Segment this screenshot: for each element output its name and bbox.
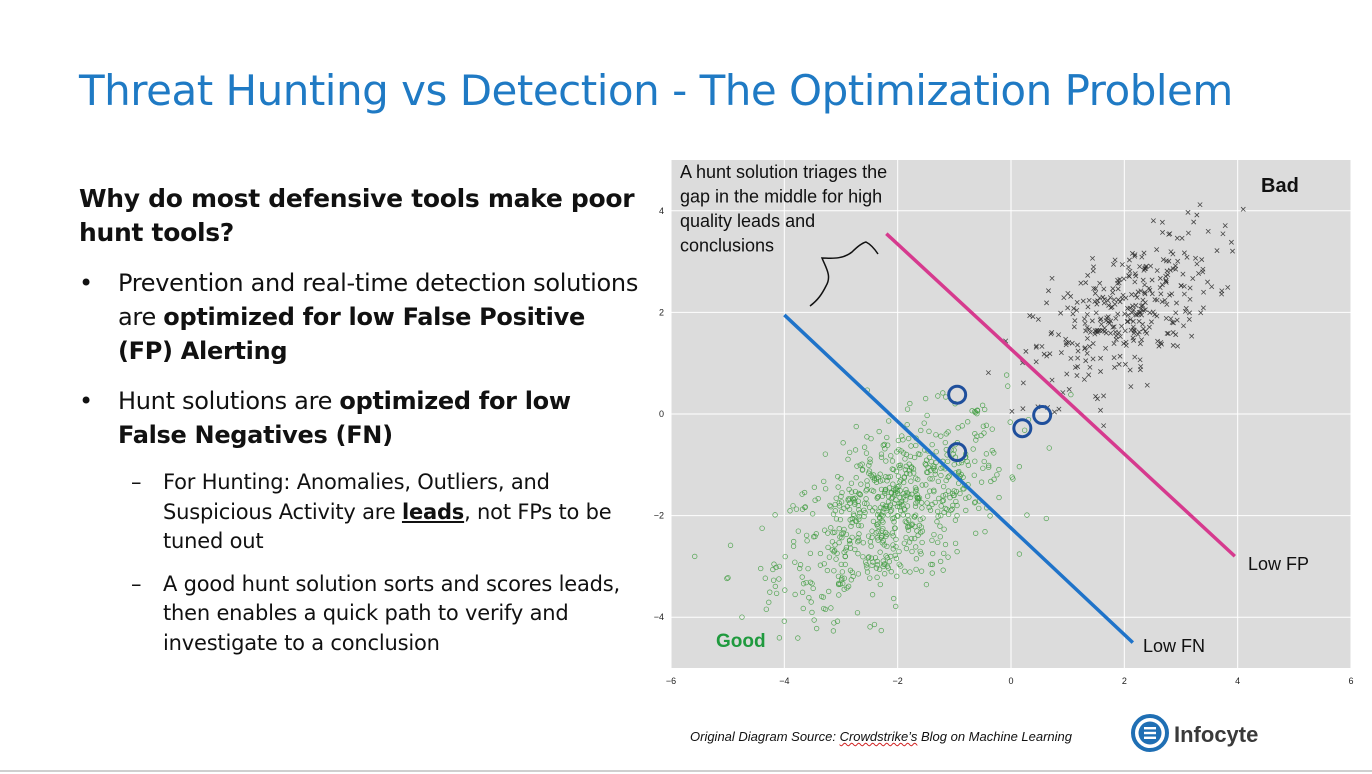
x-tick-label: 4 xyxy=(1235,676,1241,686)
subbullet-text-end: , not FPs to be tuned out xyxy=(163,499,612,553)
source-prefix: Original Diagram Source: xyxy=(690,729,840,744)
logo-bar-icon xyxy=(1144,737,1156,739)
x-tick-label: −4 xyxy=(779,676,790,686)
logo-bar-icon xyxy=(1144,732,1156,734)
bullet-marker: • xyxy=(79,387,93,415)
leads-emphasis: leads xyxy=(401,499,465,524)
bullet-emphasis: optimized for low False Negatives (FN) xyxy=(118,387,571,449)
x-tick-label: −2 xyxy=(892,676,903,686)
subbullet-marker: – xyxy=(131,571,142,596)
subbullet-text: A good hunt solution sorts and scores leads, then enables a quick path to verify and investigate to a conclusion xyxy=(163,571,621,655)
y-tick-label: −2 xyxy=(653,510,664,521)
annotation-text: gap in the middle for high xyxy=(680,186,883,207)
subbullet-marker: – xyxy=(131,470,142,494)
x-tick-label: 0 xyxy=(1008,676,1014,686)
logo-text: Infocyte xyxy=(1174,722,1259,747)
x-tick-label: −6 xyxy=(665,676,677,686)
y-tick-label: 2 xyxy=(658,307,664,318)
bad-label: Bad xyxy=(1261,175,1299,197)
footer-divider xyxy=(0,770,1372,772)
annotation-text: A hunt solution triages the xyxy=(680,162,888,182)
question-heading: Why do most defensive tools make poor hunt tools? xyxy=(79,184,635,247)
y-tick-label: 4 xyxy=(658,205,664,216)
bullet-text: Prevention and real-time detection solutions are xyxy=(118,269,639,331)
logo-bar-icon xyxy=(1144,727,1156,729)
x-tick-label: 2 xyxy=(1121,676,1127,686)
slide-title: Threat Hunting vs Detection - The Optimization Problem xyxy=(79,66,1233,115)
y-tick-label: −4 xyxy=(653,612,664,623)
bullet-marker: • xyxy=(79,269,93,297)
bullet-emphasis: optimized for low False Positive (FP) Alerting xyxy=(118,303,585,365)
bullet-text: Hunt solutions are xyxy=(118,387,340,415)
x-tick-label: 6 xyxy=(1348,676,1354,686)
infocyte-logo xyxy=(1130,712,1280,754)
low-fn-label: Low FN xyxy=(1143,636,1206,656)
low-fp-label: Low FP xyxy=(1248,554,1310,574)
annotation-text: conclusions xyxy=(680,235,775,256)
y-tick-label: 0 xyxy=(658,409,664,419)
subbullet-text: For Hunting: Anomalies, Outliers, and Suspicious Activity are xyxy=(163,470,550,524)
source-suffix: Blog on Machine Learning xyxy=(917,729,1073,744)
source-link[interactable]: Crowdstrike’s xyxy=(839,729,918,744)
source-citation xyxy=(690,729,1072,744)
good-label: Good xyxy=(716,631,766,652)
annotation-text: quality leads and xyxy=(680,211,816,231)
